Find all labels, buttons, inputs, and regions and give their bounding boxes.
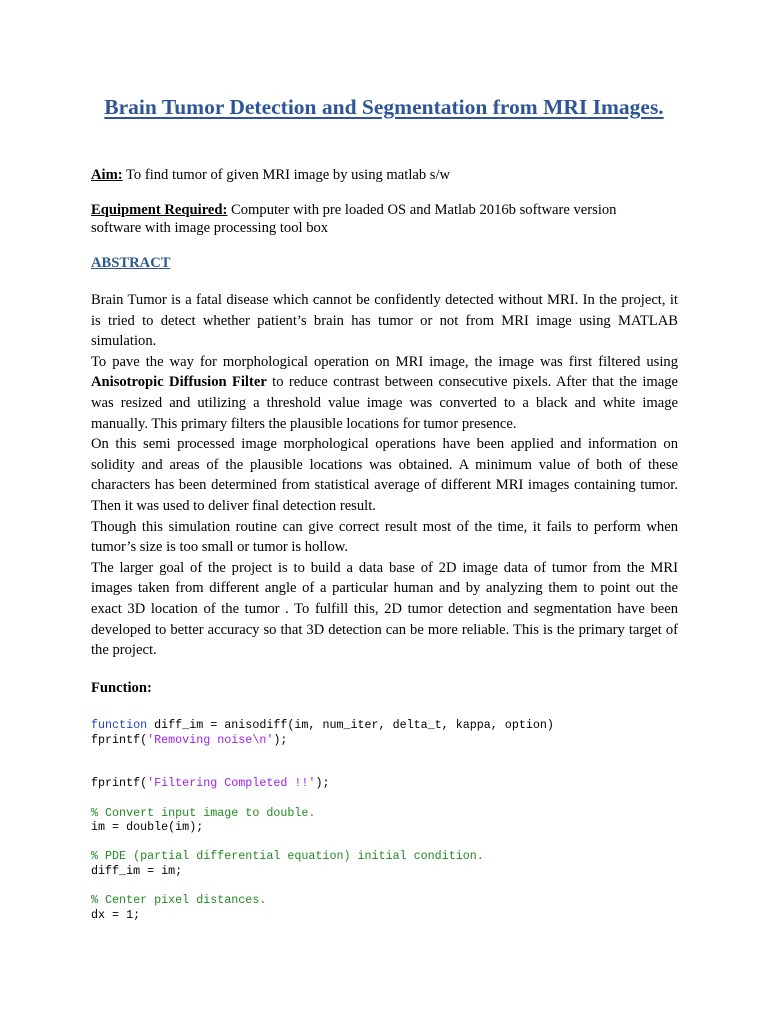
aim-label: Aim: xyxy=(91,167,123,183)
code-comment: % Center pixel distances. xyxy=(91,893,267,908)
code-line xyxy=(91,776,691,791)
equipment-text-line1: Computer with pre loaded OS and Matlab 2016b software version xyxy=(227,202,617,218)
code-line: dx = 1; xyxy=(91,907,141,922)
aim-line xyxy=(91,166,678,184)
code-blank-line xyxy=(91,879,691,894)
code-text: ); xyxy=(273,732,288,747)
code-line: im = double(im); xyxy=(91,820,204,835)
equipment-text-line2: software with image processing tool box xyxy=(91,220,329,236)
code-line: diff_im = im; xyxy=(91,863,183,878)
abstract-heading: ABSTRACT xyxy=(91,255,171,271)
code-string: 'Removing noise\n' xyxy=(147,732,274,747)
code-block xyxy=(91,718,691,922)
code-text: ); xyxy=(315,776,330,791)
equipment-line-2 xyxy=(91,219,678,237)
abstract-body xyxy=(91,290,678,661)
code-comment: % Convert input image to double. xyxy=(91,805,316,820)
code-blank-line xyxy=(91,835,691,850)
code-string: 'Filtering Completed !!' xyxy=(147,776,316,791)
aim-text: To find tumor of given MRI image by using matlab s/w xyxy=(122,167,451,183)
abstract-p2-after: to reduce contrast between consecutive pixels. After that the image was resized and utilizing a threshold value image was converted to a black and white image manually. This primary filters the plausible locations for tumor presence. xyxy=(91,374,679,432)
abstract-paragraph-3: On this semi processed image morphological operations have been applied and information on solidity and areas of the plausible locations was obtained. A minimum value of both of these characters has been determined from statistical average of different MRI images containing tumor. Then it was used to deliver final detection result. xyxy=(91,436,678,514)
code-blank-line xyxy=(91,791,691,806)
code-line xyxy=(91,718,691,733)
abstract-paragraph-4: Though this simulation routine can give correct result most of the time, it fails to perform when tumor’s size is too small or tumor is hollow. xyxy=(91,518,678,556)
abstract-paragraph-1: Brain Tumor is a fatal disease which cannot be confidently detected without MRI. In the project, it is tried to detect whether patient’s brain has tumor or not from MRI image using MATLAB simulation. xyxy=(91,292,678,350)
code-text: diff_im = anisodiff(im, num_iter, delta_t, kappa, option) xyxy=(147,718,554,732)
code-line xyxy=(91,733,691,748)
equipment-label: Equipment Required: xyxy=(91,202,228,218)
abstract-paragraph-2 xyxy=(91,352,678,434)
document-title: Brain Tumor Detection and Segmentation from MRI Images. xyxy=(104,95,664,119)
code-comment: % PDE (partial differential equation) initial condition. xyxy=(91,849,484,864)
abstract-p2-before: To pave the way for morphological operation on MRI image, the image was first filtered using xyxy=(91,353,678,370)
code-keyword: function xyxy=(91,718,148,732)
code-text: fprintf( xyxy=(91,776,148,791)
equipment-line xyxy=(91,201,678,219)
code-blank-line xyxy=(91,747,691,762)
abstract-paragraph-5: The larger goal of the project is to build a data base of 2D image data of tumor from the MRI images taken from different angle of a particular human and by analyzing them to point out the exact 3D location of the tumor . To fulfill this, 2D tumor detection and segmentation have been developed to better accuracy so that 3D detection can be more reliable. This is the primary target of the project. xyxy=(91,559,678,659)
function-heading: Function: xyxy=(91,680,152,696)
code-text: fprintf( xyxy=(91,732,148,747)
code-blank-line xyxy=(91,762,691,777)
abstract-p2-filter-name: Anisotropic Diffusion Filter xyxy=(91,374,267,391)
